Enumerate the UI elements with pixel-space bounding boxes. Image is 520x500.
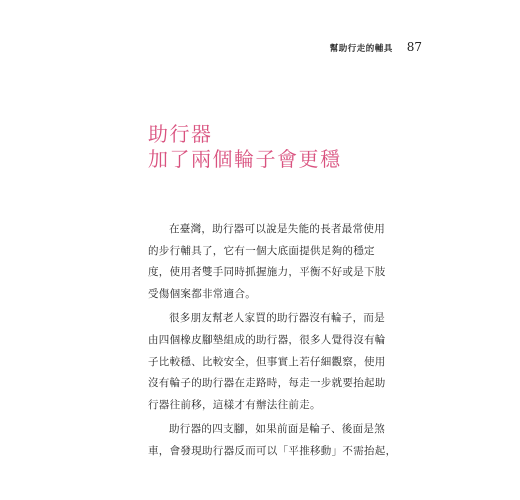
paragraph-line: 很多朋友幫老人家買的助行器沒有輪子，而是 [169, 312, 385, 325]
paragraph-line: 度，使用者雙手同時抓握施力，平衡不好或是下肢 [148, 266, 386, 279]
paragraph-3 [148, 419, 397, 462]
paragraph-line: 受傷個案都非常適合。 [148, 287, 256, 300]
paragraph-line: 由四個橡皮腳墊組成的助行器，很多人覺得沒有輪 [148, 333, 386, 346]
body-text [148, 219, 397, 463]
paragraph-line: 行器往前移，這樣才有辦法往前走。 [148, 398, 321, 411]
chapter-title [148, 122, 342, 172]
page-number: 87 [406, 40, 422, 54]
paragraph-line: 子比較穩、比較安全，但事實上若仔細觀察，使用 [148, 355, 386, 368]
chapter-title-line-1: 助行器 [148, 122, 213, 146]
paragraph-2 [148, 308, 386, 416]
paragraph-line: 車，會發現助行器反而可以「平推移動」不需抬起， [148, 444, 397, 457]
running-title: 幫助行走的輔具 [329, 44, 393, 54]
paragraph-line: 沒有輪子的助行器在走路時，每走一步就要抬起助 [148, 377, 386, 390]
chapter-title-line-2: 加了兩個輪子會更穩 [148, 147, 342, 171]
paragraph-line: 在臺灣，助行器可以說是失能的長者最常使用 [169, 223, 385, 235]
running-header [330, 40, 422, 54]
paragraph-1 [148, 219, 386, 305]
paragraph-line: 的步行輔具了，它有一個大底面提供足夠的穩定 [148, 244, 375, 257]
paragraph-line: 助行器的四支腳，如果前面是輪子、後面是煞 [169, 423, 385, 436]
